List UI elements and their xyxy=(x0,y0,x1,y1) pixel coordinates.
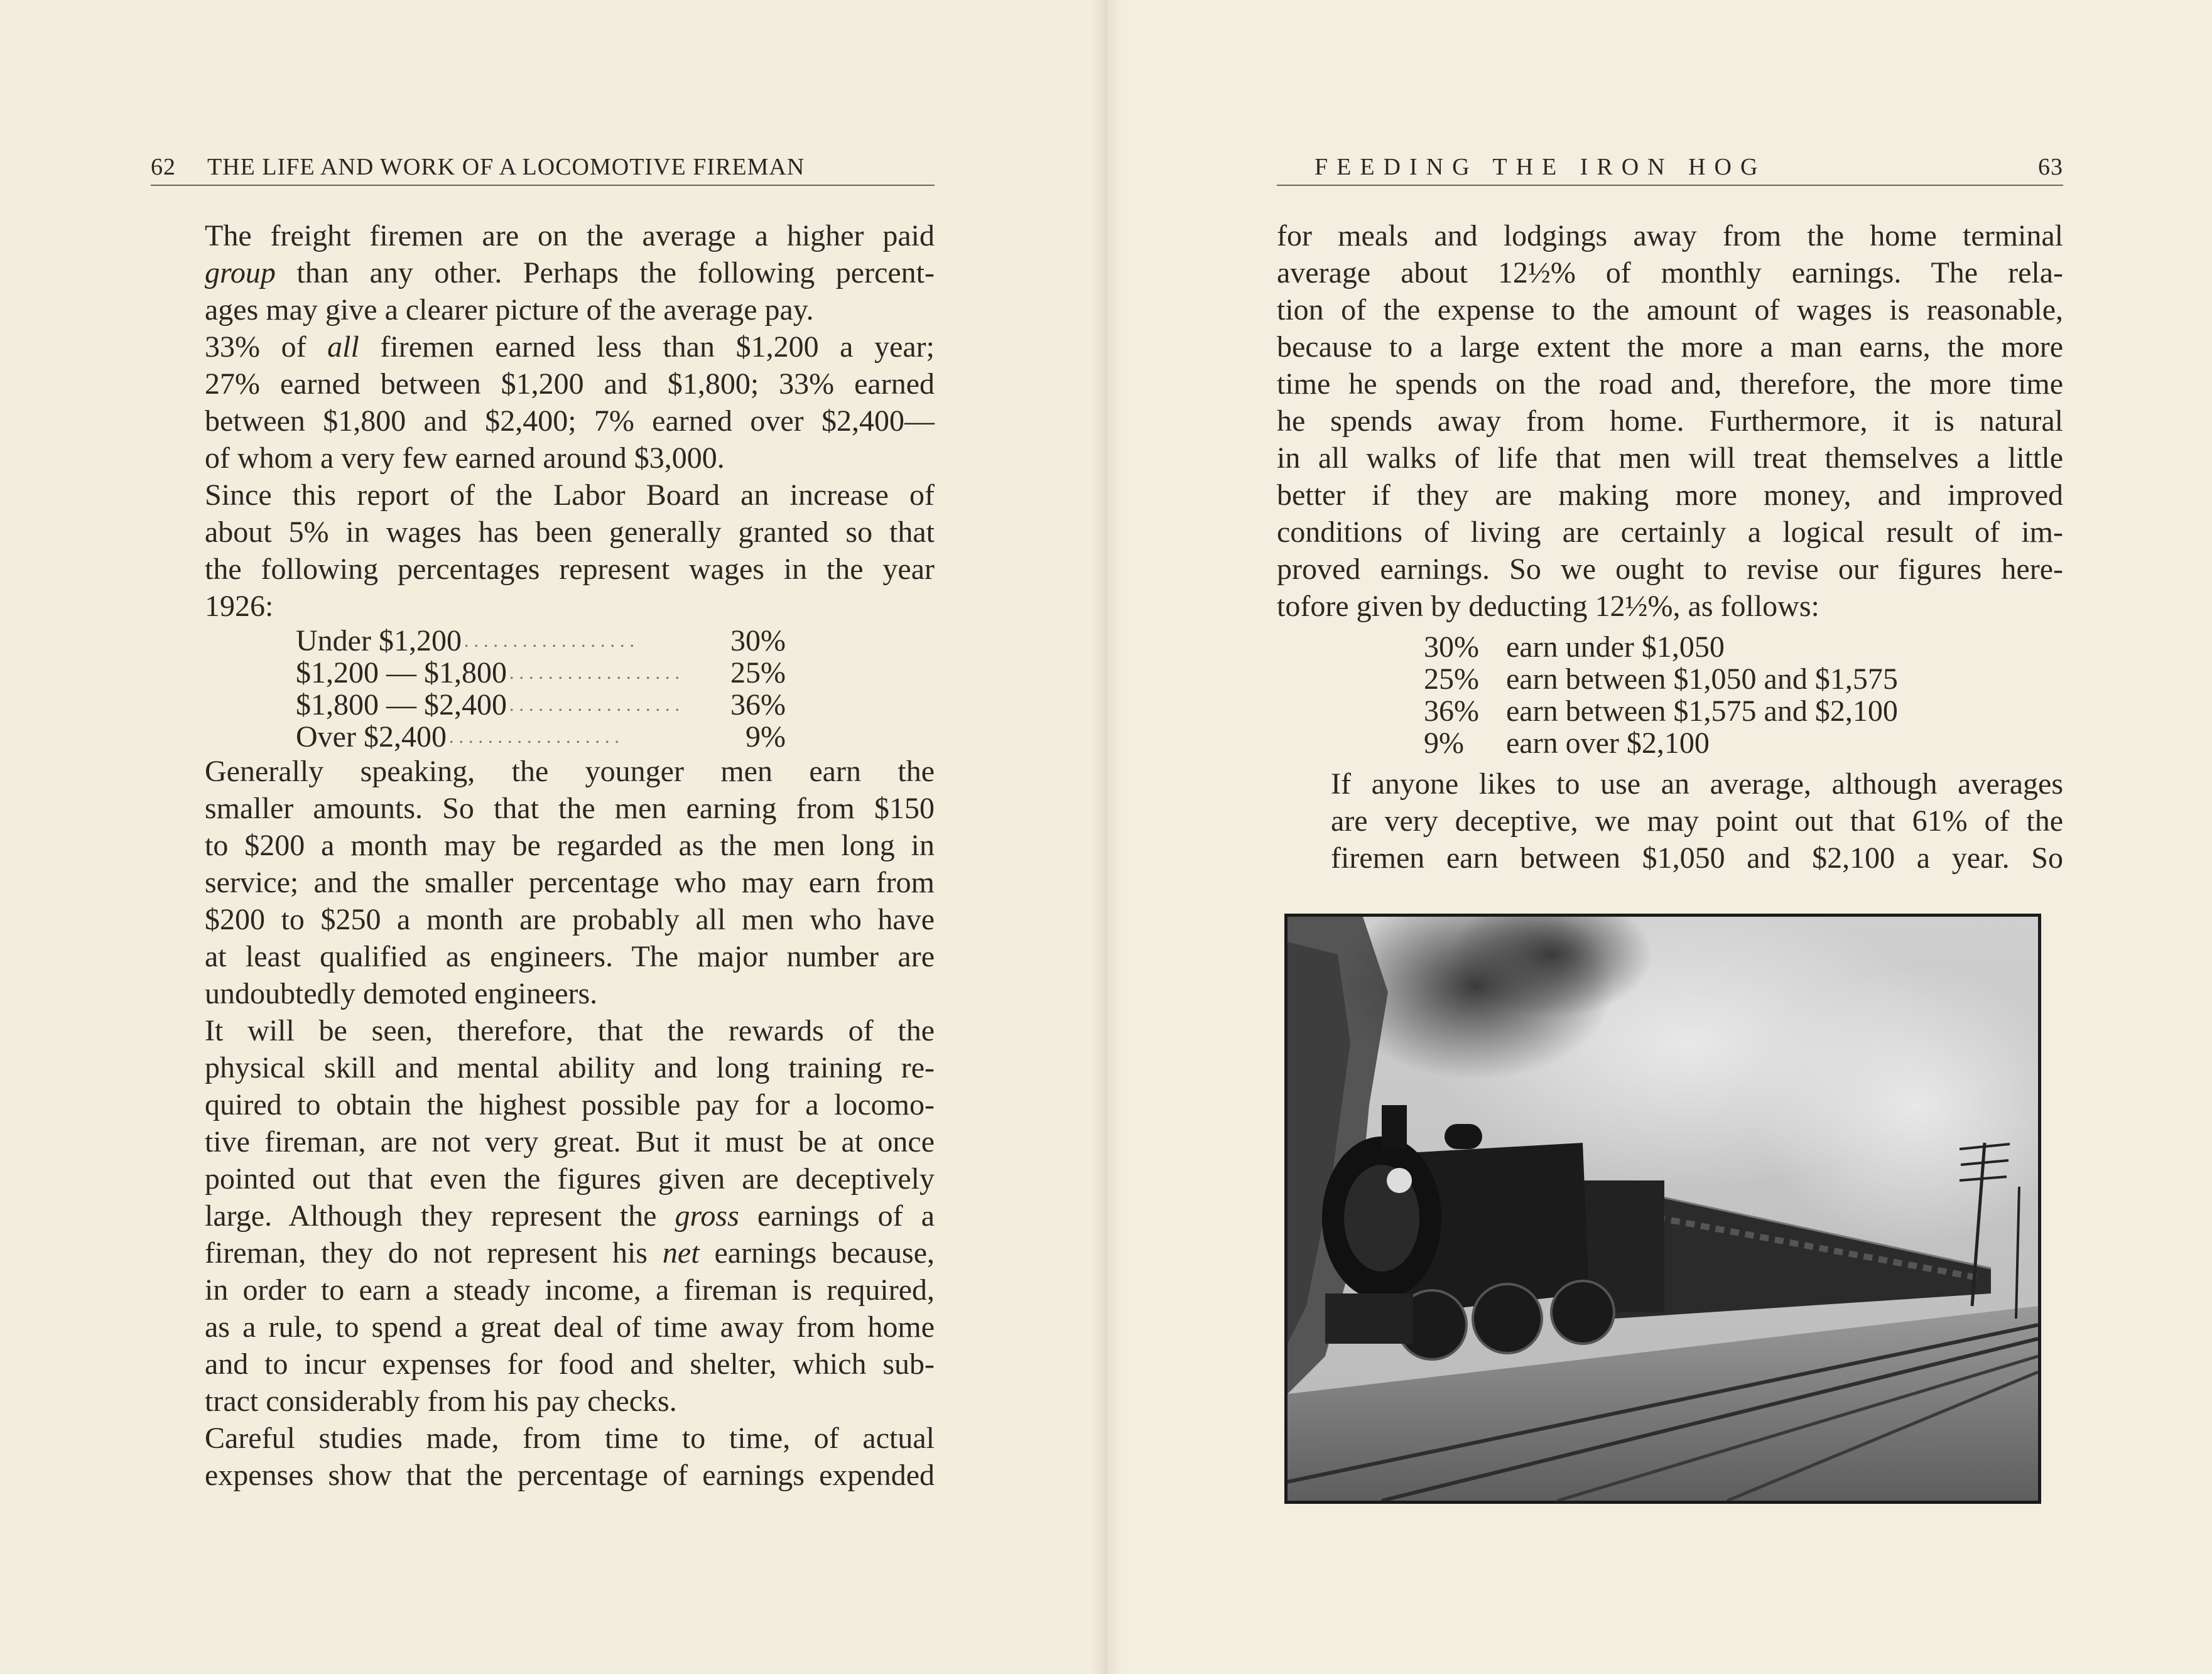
paragraph xyxy=(1277,765,2063,877)
text-line: tofore given by deducting 12½%, as follows: xyxy=(1277,590,1819,623)
list-item: 30% earn under $1,050 xyxy=(1424,630,1725,664)
running-header-right xyxy=(1277,153,2063,186)
text-line: quired to obtain the highest possible pay for a locomo- xyxy=(205,1088,935,1121)
text-line: to $200 a month may be regarded as the men long in xyxy=(205,829,935,862)
italic-word: gross xyxy=(675,1199,739,1233)
text-line: The freight firemen are on the average a higher paid xyxy=(205,219,935,252)
text-line: because to a large extent the more a man earns, the more xyxy=(1277,330,2063,364)
paragraph xyxy=(151,328,935,477)
paragraph xyxy=(1277,217,2063,625)
text-line: in all walks of life that men will treat themselves a little xyxy=(1277,441,2063,475)
text-line: ages may give a clearer picture of the average pay. xyxy=(205,293,814,327)
text-line: 27% earned between $1,200 and $1,800; 33% earned xyxy=(205,367,935,401)
locomotive-image xyxy=(1288,917,2038,1501)
italic-word: group xyxy=(205,256,276,289)
text-line: average about 12½% of monthly earnings. The rela- xyxy=(1277,256,2063,289)
text-line: he spends away from home. Furthermore, it is natural xyxy=(1277,404,2063,438)
wage-table-row: Under $1,200 .................. 30% xyxy=(296,624,786,657)
text-line: pointed out that even the figures given are deceptively xyxy=(205,1162,935,1196)
page-number: 62 xyxy=(151,154,176,180)
list-item: 36% earn between $1,575 and $2,100 xyxy=(1424,694,1898,728)
text-line: physical skill and mental ability and long training re- xyxy=(205,1051,935,1084)
revised-earnings-list xyxy=(1424,631,2063,759)
text-line: 33% of all firemen earned less than $1,200 a year; xyxy=(205,330,935,364)
text-line: time he spends on the road and, therefore, the more time xyxy=(1277,367,2063,401)
text-line: the following percentages represent wages in the year xyxy=(205,553,935,586)
text-line: service; and the smaller percentage who may earn from xyxy=(205,866,935,899)
text-line: fireman, they do not represent his net earnings because, xyxy=(205,1236,935,1270)
text-line: It will be seen, therefore, that the rewards of the xyxy=(205,1014,935,1047)
paragraph xyxy=(151,477,935,625)
right-body-text xyxy=(1277,217,2063,877)
list-item: 25% earn between $1,050 and $1,575 xyxy=(1424,662,1898,696)
text-line: 1926: xyxy=(205,590,274,623)
wage-table xyxy=(296,625,786,753)
text-line: about 5% in wages has been generally granted so that xyxy=(205,516,935,549)
running-head-title: THE LIFE AND WORK OF A LOCOMOTIVE FIREMAN xyxy=(207,154,805,180)
paragraph xyxy=(151,217,935,328)
text-line: large. Although they represent the gross earnings of a xyxy=(205,1199,935,1233)
text-line: between $1,800 and $2,400; 7% earned over $2,400— xyxy=(205,404,935,438)
text-line: conditions of living are certainly a logical result of im- xyxy=(1277,516,2063,549)
text-line: of whom a very few earned around $3,000. xyxy=(205,441,725,475)
paragraph xyxy=(151,753,935,1012)
running-head-title: FEEDING THE IRON HOG xyxy=(1315,154,1767,180)
italic-word: net xyxy=(662,1236,700,1270)
text-line: $200 to $250 a month are probably all men who have xyxy=(205,903,935,936)
wage-table-row: $1,200 — $1,800 .................. 25% xyxy=(296,656,786,689)
locomotive-photo xyxy=(1284,914,2041,1504)
text-line: Since this report of the Labor Board an increase of xyxy=(205,478,935,512)
book-gutter xyxy=(1090,0,1122,1674)
text-line: undoubtedly demoted engineers. xyxy=(205,977,598,1010)
text-line: tion of the expense to the amount of wages is reasonable, xyxy=(1277,293,2063,327)
text-line: proved earnings. So we ought to revise our figures here- xyxy=(1277,553,2063,586)
italic-word: all xyxy=(327,330,359,364)
text-line: in order to earn a steady income, a fireman is required, xyxy=(205,1273,935,1307)
text-line: at least qualified as engineers. The major number are xyxy=(205,940,935,973)
paragraph xyxy=(151,1012,935,1420)
text-line: Generally speaking, the younger men earn the xyxy=(205,755,935,788)
text-line: expenses show that the percentage of earnings expended xyxy=(205,1459,935,1492)
text-line: group than any other. Perhaps the following percent- xyxy=(205,256,935,289)
wage-table-row: Over $2,400 .................. 9% xyxy=(296,720,786,753)
text-line: firemen earn between $1,050 and $2,100 a year. So xyxy=(1331,841,2063,875)
list-item: 9% earn over $2,100 xyxy=(1424,726,1710,760)
running-header-left xyxy=(151,153,935,186)
text-line: better if they are making more money, and improved xyxy=(1277,478,2063,512)
page-number: 63 xyxy=(2038,154,2063,180)
left-body-text xyxy=(151,217,935,1494)
text-line: Careful studies made, from time to time, of actual xyxy=(205,1422,935,1455)
text-line: tive fireman, are not very great. But it must be at once xyxy=(205,1125,935,1158)
text-line: as a rule, to spend a great deal of time away from home xyxy=(205,1310,935,1344)
text-line: are very deceptive, we may point out that 61% of the xyxy=(1331,804,2063,838)
text-line: If anyone likes to use an average, although averages xyxy=(1331,767,2063,801)
text-line: for meals and lodgings away from the home terminal xyxy=(1277,219,2063,252)
paragraph xyxy=(151,1420,935,1494)
text-line: smaller amounts. So that the men earning from $150 xyxy=(205,792,935,825)
text-line: tract considerably from his pay checks. xyxy=(205,1385,677,1418)
wage-table-row: $1,800 — $2,400 .................. 36% xyxy=(296,688,786,721)
text-line: and to incur expenses for food and shelter, which sub- xyxy=(205,1347,935,1381)
